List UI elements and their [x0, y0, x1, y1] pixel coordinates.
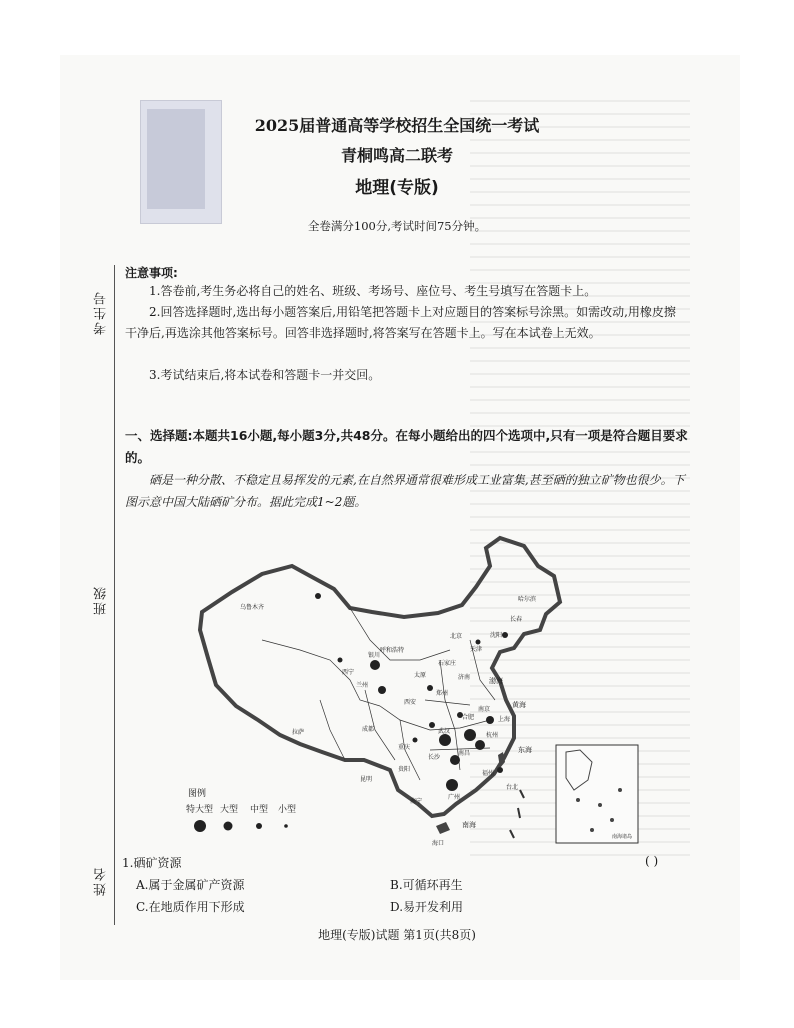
city-label: 乌鲁木齐 — [240, 604, 265, 611]
city-label: 太原 — [414, 672, 427, 679]
legend-label: 特大型 — [186, 805, 214, 815]
city-label: 重庆 — [398, 744, 411, 751]
option-c: C.在地质作用下形成 — [136, 900, 245, 914]
notice-item: 3.考试结束后,将本试卷和答题卡一并交回。 — [149, 368, 381, 382]
exam-title: 2025届普通高等学校招生全国统一考试 — [254, 116, 540, 135]
city-label: 成都 — [362, 726, 375, 733]
sea-label: 黄海 — [512, 701, 526, 709]
city-label: 银川 — [368, 652, 381, 659]
city-label: 沈阳 — [490, 632, 503, 639]
city-label: 长沙 — [428, 754, 441, 761]
city-label: 郑州 — [436, 690, 449, 697]
answer-paren: ( ) — [645, 854, 659, 868]
south-sea-inset — [556, 745, 638, 843]
legend-dot-medium — [256, 823, 262, 829]
city-label: 昆明 — [360, 776, 373, 783]
question-stem: 1.硒矿资源 — [122, 856, 182, 870]
legend-dot-extra-large — [194, 820, 206, 832]
legend-label: 中型 — [250, 805, 269, 815]
subject-title: 地理(专版) — [355, 178, 439, 198]
city-label: 呼和浩特 — [380, 647, 405, 654]
city-label: 南京 — [478, 706, 491, 713]
option-b: B.可循环再生 — [390, 878, 463, 892]
city-label: 石家庄 — [438, 660, 457, 667]
exam-number-label: 考生号 — [94, 290, 109, 335]
city-label: 天津 — [470, 646, 483, 653]
city-label: 台北 — [506, 784, 519, 791]
city-label: 哈尔滨 — [518, 596, 537, 603]
city-label: 西安 — [404, 699, 417, 706]
notice-item: 2.回答选择题时,选出每小题答案后,用铅笔把答题卡上对应题目的答案标号涂黑。如需改动,用橡皮擦干净后,再选涂其他答案标号。回答非选择题时,将答案写在答题卡上。写在本试卷上无效。 — [125, 305, 676, 340]
notice-item: 1.答卷前,考生务必将自己的姓名、班级、考场号、座位号、考生号填写在答题卡上。 — [149, 284, 597, 298]
city-label: 合肥 — [462, 714, 475, 721]
exam-subtitle: 青桐鸣高二联考 — [340, 146, 453, 165]
city-label: 广州 — [448, 794, 461, 801]
class-label: 班级 — [94, 585, 109, 615]
legend-label: 小型 — [278, 805, 297, 815]
name-label: 姓名 — [94, 866, 109, 896]
legend-dot-large — [224, 822, 233, 831]
option-d: D.易开发利用 — [390, 900, 464, 914]
china-outline — [200, 538, 560, 816]
sea-label: 渤海 — [489, 677, 503, 685]
score-time-note: 全卷满分100分,考试时间75分钟。 — [307, 219, 487, 233]
section-intro: 硒是一种分散、不稳定且易挥发的元素,在自然界通常很难形成工业富集,甚至硒的独立矿物也很少。下图示意中国大陆硒矿分布。据此完成1~2题。 — [125, 473, 685, 509]
city-label: 上海 — [498, 716, 511, 723]
city-label: 福州 — [482, 770, 495, 777]
legend-dot-small — [284, 824, 288, 828]
sea-label: 东海 — [518, 746, 532, 754]
city-label: 兰州 — [356, 682, 369, 689]
notice-heading: 注意事项: — [125, 266, 178, 280]
city-label: 长春 — [510, 616, 523, 623]
city-label: 南宁 — [410, 798, 423, 805]
sea-label: 南海 — [462, 821, 476, 829]
city-label: 北京 — [450, 633, 463, 640]
city-label: 拉萨 — [292, 729, 305, 736]
legend-title: 图例 — [188, 789, 207, 799]
city-label: 贵阳 — [398, 766, 411, 773]
city-label: 武汉 — [438, 728, 451, 735]
city-label: 南昌 — [458, 750, 471, 757]
city-label: 杭州 — [486, 732, 499, 739]
legend-label: 大型 — [220, 805, 239, 815]
city-label: 济南 — [458, 674, 471, 681]
page-footer: 地理(专版)试题 第1页(共8页) — [318, 928, 476, 942]
inset-label: 南海诸岛 — [612, 834, 633, 840]
option-a: A.属于金属矿产资源 — [136, 878, 245, 892]
section-heading: 一、选择题:本题共16小题,每小题3分,共48分。在每小题给出的四个选项中,只有一项是符合题目要求的。 — [125, 428, 688, 465]
city-label: 海口 — [432, 840, 445, 847]
city-label: 西宁 — [342, 669, 355, 676]
